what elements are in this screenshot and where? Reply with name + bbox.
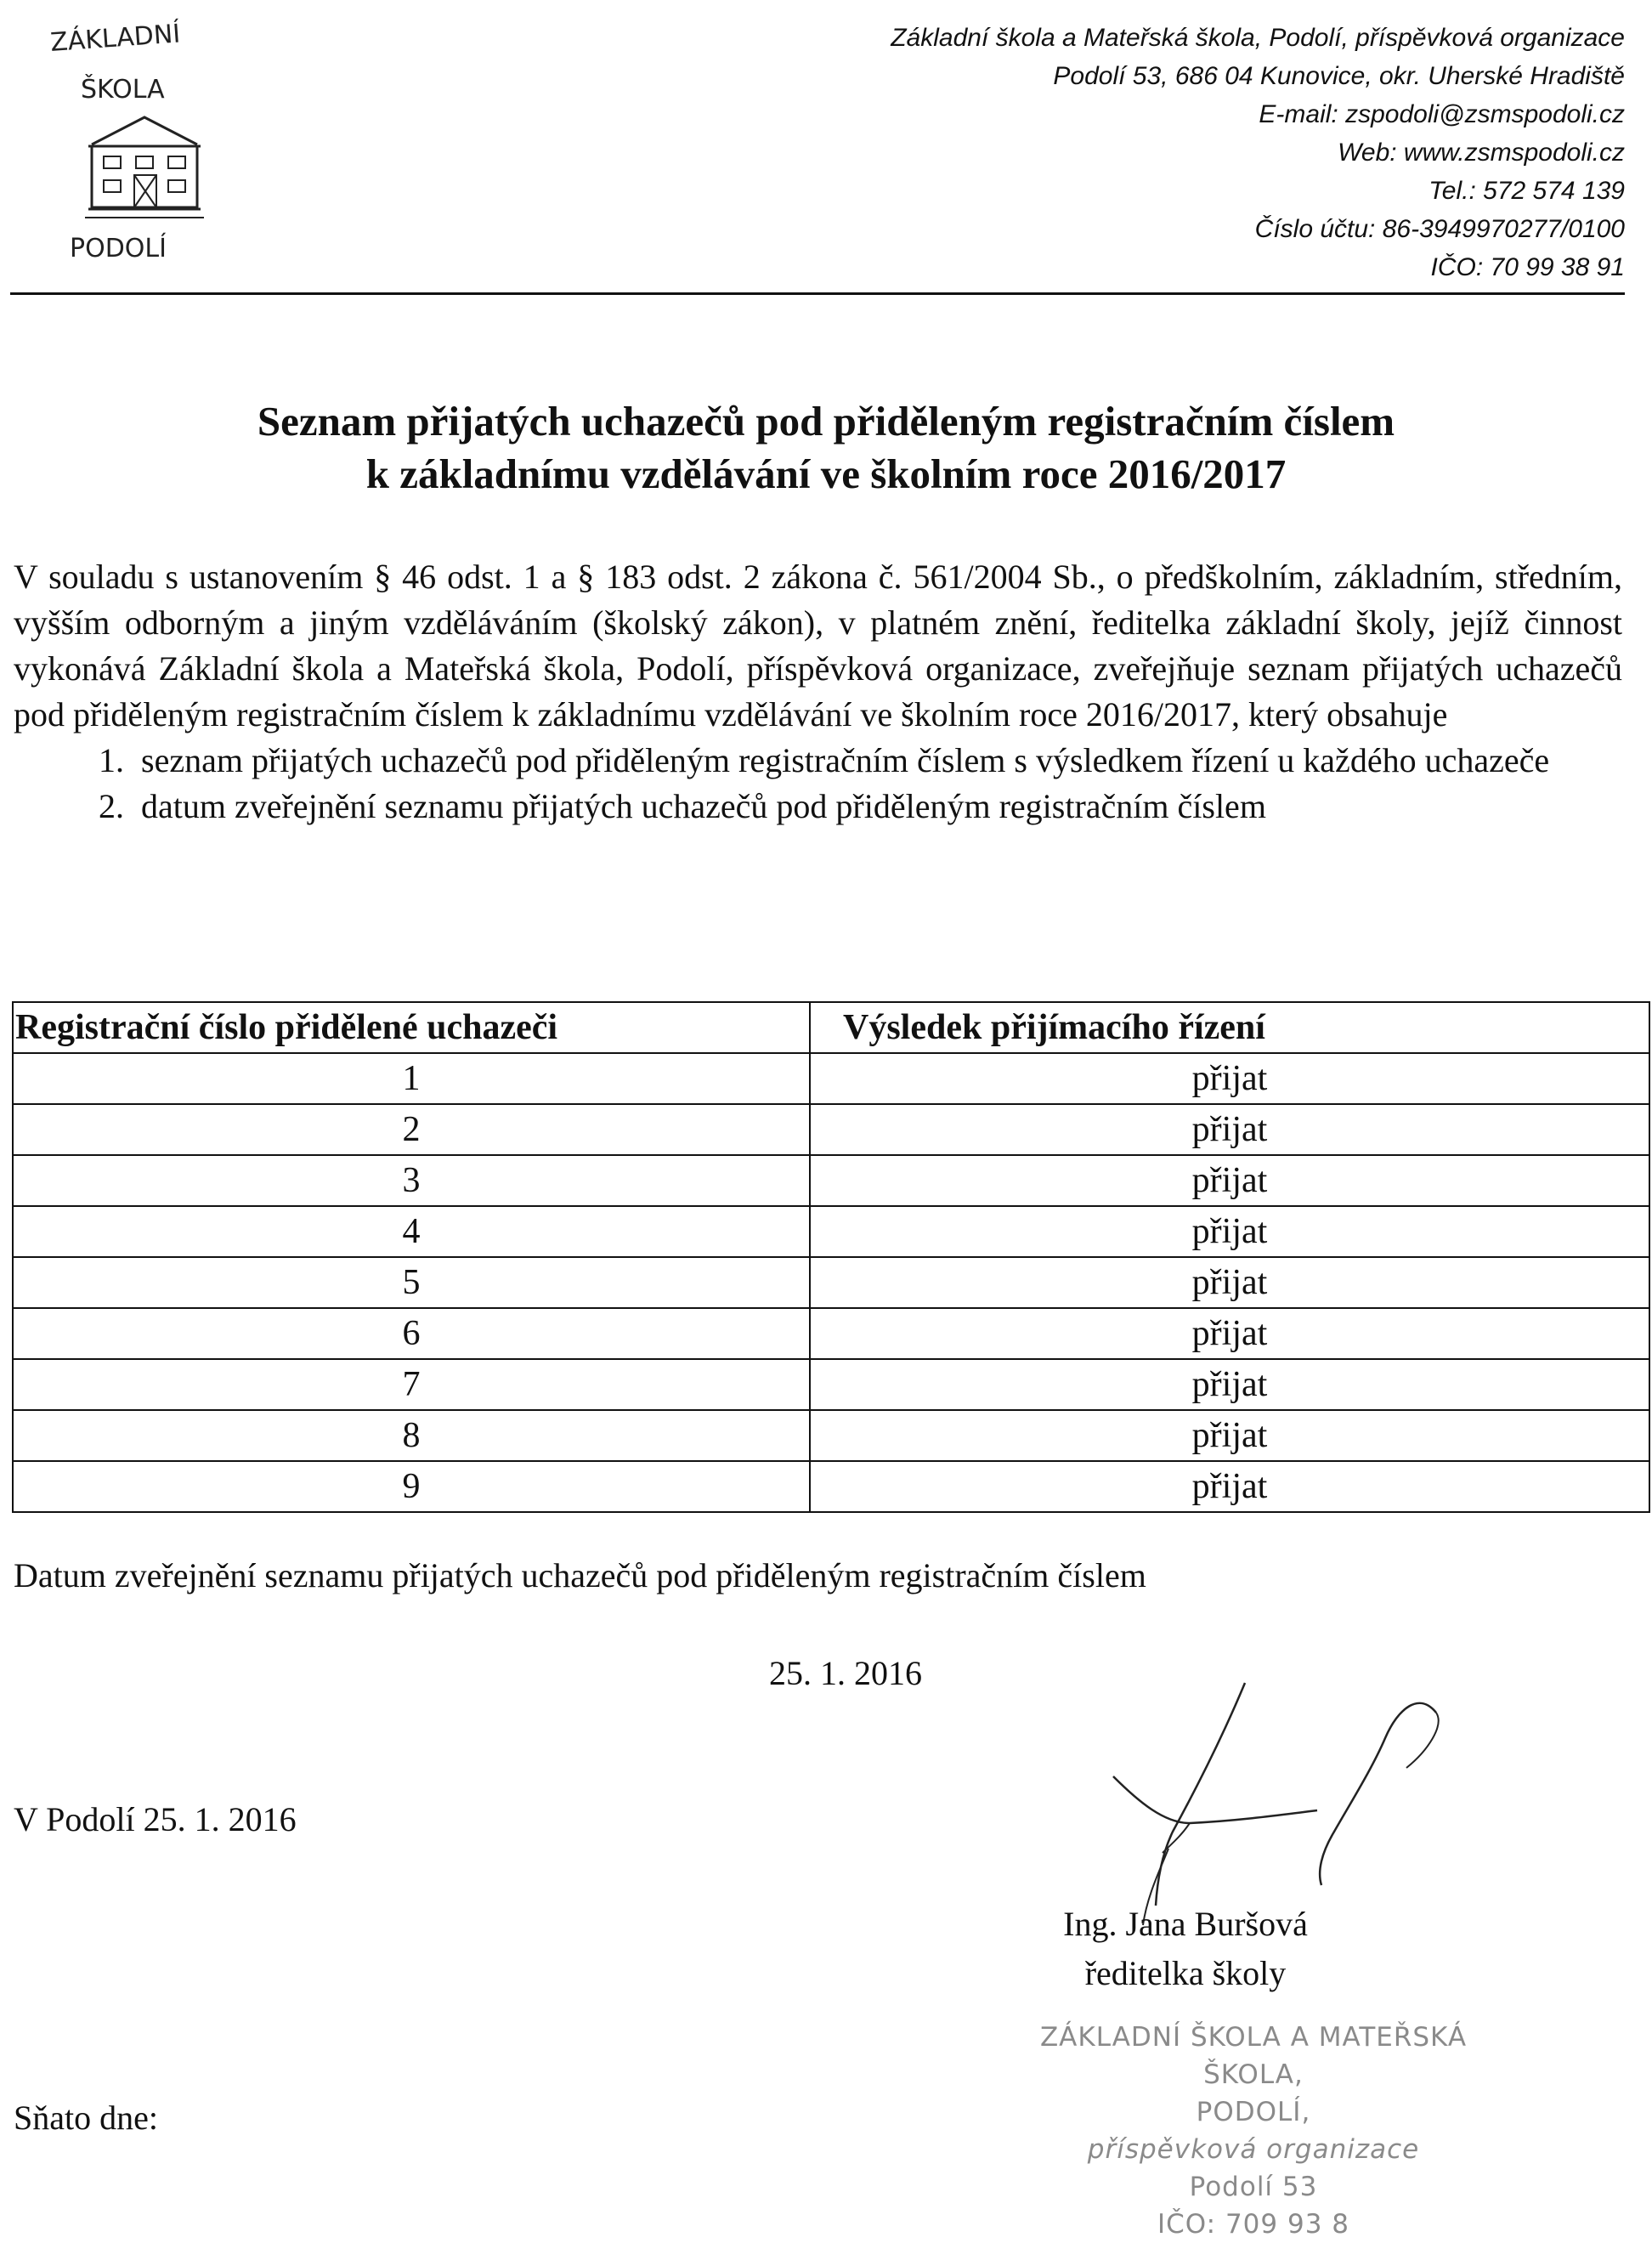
svg-text:ZÁKLADNÍ: ZÁKLADNÍ — [49, 19, 182, 58]
document-title-line-1: Seznam přijatých uchazečů pod přiděleným registračním číslem — [257, 398, 1395, 445]
signature-icon — [1062, 1674, 1470, 1929]
intro-list — [14, 738, 1622, 830]
school-address: Podolí 53, 686 04 Kunovice, okr. Uherské Hradiště — [1053, 62, 1625, 90]
table-row — [13, 1104, 1649, 1155]
signer-role: ředitelka školy — [1084, 1954, 1287, 1992]
registration-number-cell: 3 — [13, 1155, 810, 1206]
registration-number-cell: 8 — [13, 1410, 810, 1461]
school-ico: IČO: 70 99 38 91 — [1430, 253, 1625, 281]
result-cell: přijat — [810, 1461, 1649, 1512]
svg-text:ŠKOLA: ŠKOLA — [81, 75, 165, 105]
school-email: E-mail: zspodoli@zsmspodoli.cz — [1259, 100, 1625, 128]
table-header-row — [13, 1002, 1649, 1053]
school-phone: Tel.: 572 574 139 — [1429, 177, 1625, 205]
registration-number-cell: 1 — [13, 1053, 810, 1104]
header-divider — [10, 292, 1625, 295]
document-title — [0, 395, 1652, 501]
result-cell: přijat — [810, 1257, 1649, 1308]
admission-results-table — [12, 1001, 1650, 1513]
registration-number-cell: 4 — [13, 1206, 810, 1257]
table-row — [13, 1461, 1649, 1512]
intro-section — [14, 554, 1622, 830]
registration-number-cell: 6 — [13, 1308, 810, 1359]
table-row — [13, 1359, 1649, 1410]
signer-name: Ing. Jana Buršová — [1063, 1905, 1308, 1943]
intro-paragraph: V souladu s ustanovením § 46 odst. 1 a § 183 odst. 2 zákona č. 561/2004 Sb., o předškolním, základním, středním, vyšším odborným a jiným vzděláváním (školský zákon), v platném znění, ředitelka základní školy, jejíž činnost vykonává Základní škola a Mateřská škola, Podolí, příspěvková organizace, zveřejňuje seznam přijatých uchazečů pod přiděleným registračním číslem k základnímu vzdělávání ve školním roce 2016/2017, který obsahuje — [14, 558, 1622, 734]
handwritten-signature — [1062, 1674, 1470, 1929]
column-header-result: Výsledek přijímacího řízení — [810, 1002, 1649, 1053]
stamp-line: IČO: 709 93 8 — [1157, 2209, 1349, 2240]
table-row — [13, 1155, 1649, 1206]
stamp-line: PODOLÍ, — [1196, 2097, 1311, 2127]
publication-date: 25. 1. 2016 — [769, 1654, 922, 1692]
signer-block — [1016, 1900, 1355, 1998]
result-cell: přijat — [810, 1206, 1649, 1257]
stamp-line: příspěvková organizace — [1087, 2134, 1420, 2165]
registration-number-cell: 5 — [13, 1257, 810, 1308]
result-cell: přijat — [810, 1359, 1649, 1410]
registration-number-cell: 7 — [13, 1359, 810, 1410]
place-and-date: V Podolí 25. 1. 2016 — [14, 1800, 297, 1838]
intro-list-item: 1. seznam přijatých uchazečů pod přiděleným registračním číslem s výsledkem řízení u každého uchazeče — [133, 738, 1622, 784]
school-logo — [34, 17, 255, 272]
registration-number-cell: 2 — [13, 1104, 810, 1155]
registration-number-cell: 9 — [13, 1461, 810, 1512]
table-row — [13, 1206, 1649, 1257]
stamp-line: Podolí 53 — [1189, 2172, 1318, 2202]
received-date-label: Sňato dne: — [14, 2099, 158, 2137]
school-bank-account: Číslo účtu: 86-3949970277/0100 — [1254, 215, 1625, 243]
school-stamp — [1016, 2019, 1491, 2243]
school-house-icon — [34, 17, 255, 272]
intro-list-item: 2. datum zveřejnění seznamu přijatých uchazečů pod přiděleným registračním číslem — [133, 784, 1622, 830]
school-contact-block — [891, 19, 1625, 286]
result-cell: přijat — [810, 1308, 1649, 1359]
publication-date-label: Datum zveřejnění seznamu přijatých uchazečů pod přiděleným registračním číslem — [14, 1556, 1146, 1594]
result-cell: přijat — [810, 1410, 1649, 1461]
stamp-line: ZÁKLADNÍ ŠKOLA A MATEŘSKÁ ŠKOLA, — [1039, 2022, 1468, 2090]
school-web: Web: www.zsmspodoli.cz — [1338, 139, 1625, 167]
table-row — [13, 1053, 1649, 1104]
table-row — [13, 1410, 1649, 1461]
document-title-line-2: k základnímu vzdělávání ve školním roce 2016/2017 — [365, 450, 1287, 497]
table-row — [13, 1257, 1649, 1308]
result-cell: přijat — [810, 1155, 1649, 1206]
table-row — [13, 1308, 1649, 1359]
result-cell: přijat — [810, 1104, 1649, 1155]
school-organization-name: Základní škola a Mateřská škola, Podolí, příspěvková organizace — [891, 24, 1625, 52]
column-header-registration-number: Registrační číslo přidělené uchazeči — [13, 1002, 810, 1053]
result-cell: přijat — [810, 1053, 1649, 1104]
svg-text:PODOLÍ: PODOLÍ — [70, 234, 167, 263]
